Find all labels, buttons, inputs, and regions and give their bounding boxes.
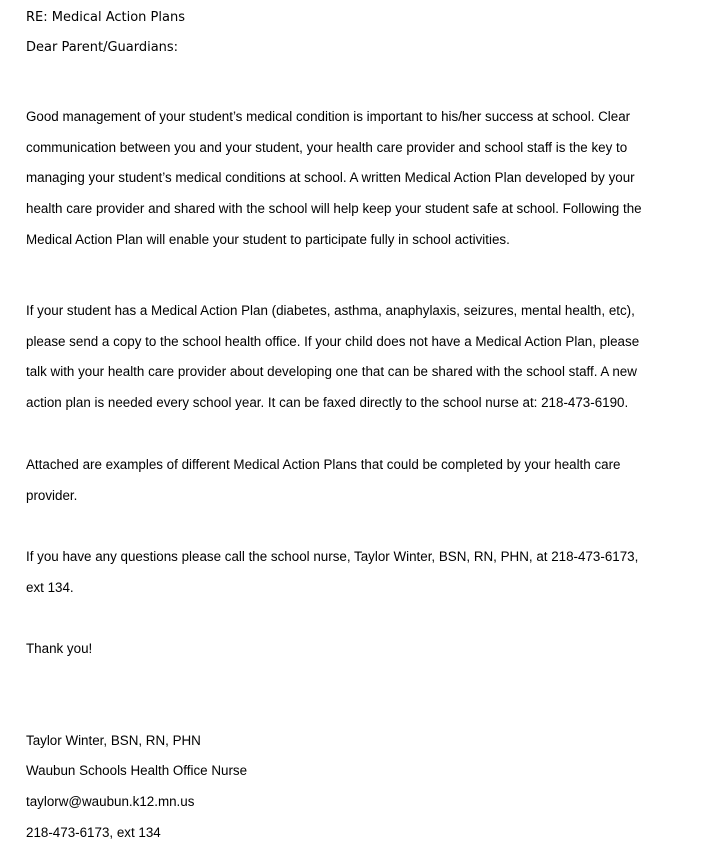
paragraph-line: managing your student’s medical conditions at school. A written Medical Action Plan developed by your [26,170,635,185]
paragraph-line: Attached are examples of different Medical Action Plans that could be completed by your health care [26,457,621,472]
signature-title: Waubun Schools Health Office Nurse [26,763,248,778]
paragraph-line: action plan is needed every school year. It can be faxed directly to the school nurse at: 218-473-6190. [26,395,629,410]
paragraph-line: If you have any questions please call the school nurse, Taylor Winter, BSN, RN, PHN, at 218-473-6173, [26,549,639,564]
signature-email: taylorw@waubun.k12.mn.us [26,794,195,809]
paragraph-line: talk with your health care provider about developing one that can be shared with the school staff. A new [26,364,637,379]
paragraph-line: If your student has a Medical Action Plan (diabetes, asthma, anaphylaxis, seizures, mental health, etc), [26,303,635,318]
paragraph-line: Good management of your student’s medical condition is important to his/her success at school. Clear [26,109,631,124]
paragraph-line: ext 134. [26,580,74,595]
paragraph-line: provider. [26,488,78,503]
paragraph-line: Medical Action Plan will enable your student to participate fully in school activities. [26,232,510,247]
signature-phone: 218-473-6173, ext 134 [26,825,161,840]
salutation: Dear Parent/Guardians: [26,40,179,55]
closing: Thank you! [26,641,93,656]
re-line: RE: Medical Action Plans [26,10,185,25]
paragraph-line: communication between you and your student, your health care provider and school staff is the key to [26,140,628,155]
paragraph-line: health care provider and shared with the school will help keep your student safe at school. Following the [26,201,642,216]
paragraph-line: please send a copy to the school health office. If your child does not have a Medical Action Plan, please [26,334,640,349]
signature-name: Taylor Winter, BSN, RN, PHN [26,733,201,748]
